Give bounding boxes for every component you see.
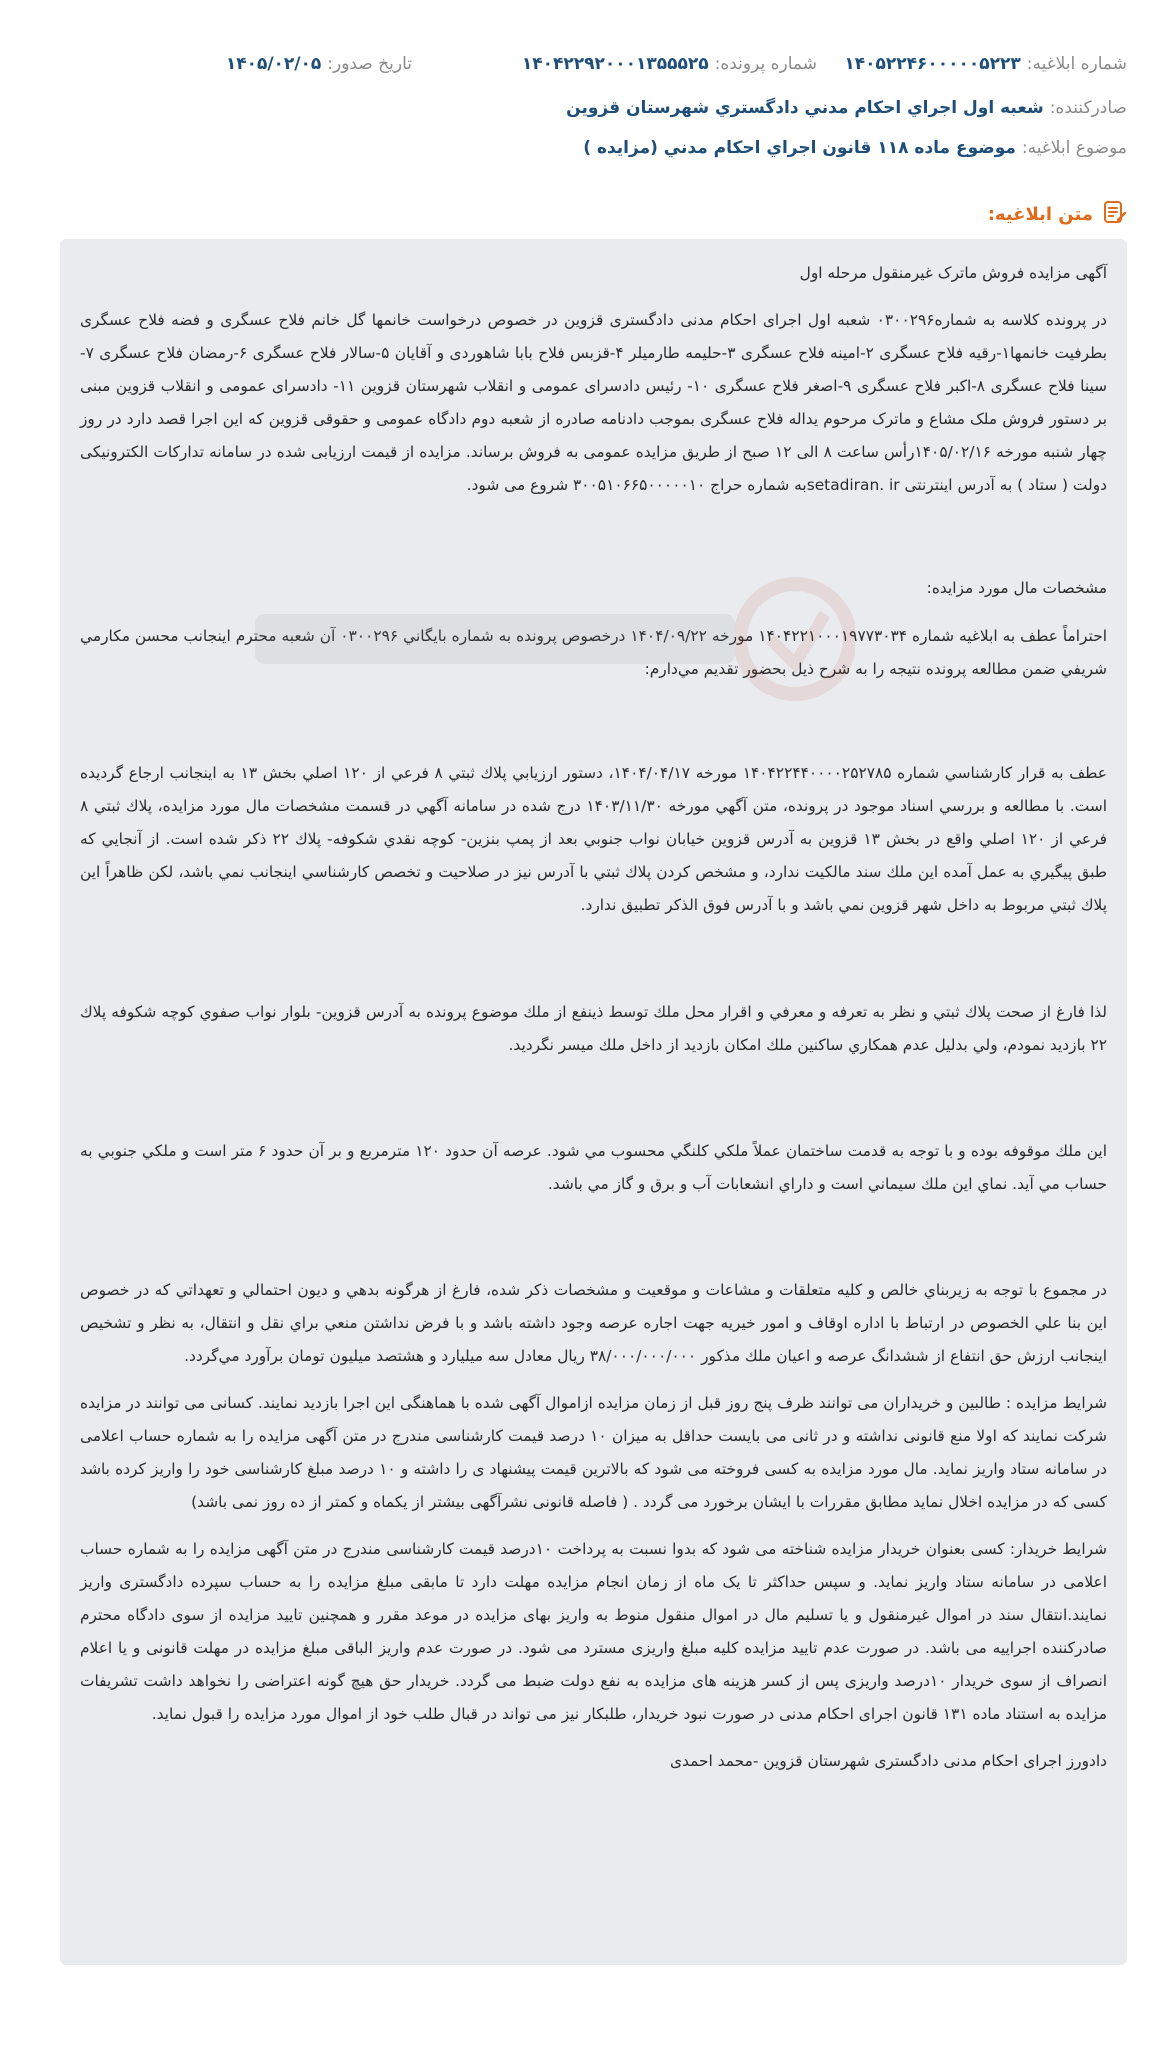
issue-date-label: تاریخ صدور: — [327, 54, 412, 74]
notice-code-value: ۱۴۰۵۲۲۴۶۰۰۰۰۰۵۲۲۳ — [844, 54, 1021, 74]
subject-value: موضوع ماده ۱۱۸ قانون اجراي احكام مدني (مزايده ) — [583, 138, 1016, 158]
buyer-conditions-paragraph: شرایط خریدار: کسی بعنوان خریدار مزایده شناخته می شود که بدوا نسبت به پرداخت ۱۰درصد قیمت کارشناسی مندرج در متن آگهی مزایده را به شماره حساب اعلامی در سامانه ستاد واریز نماید. و سپس حداکثر تا یک ماه از زمان انجام مزایده مهلت دارد تا مابقی مبلغ مزایده را به حساب سپرده دادگستری واریز نمایند.انتقال سند در اموال غیرمنقول و یا تسلیم مال در اموال منقول منوط به واریز بهای مزایده در موعد مقرر و همچنین تایید مزایده از سوی دادگاه محترم صادرکننده اجراییه می باشد. در صورت عدم تایید مزایده کلیه مبلغ واریزی مسترد می شود. در صورت عدم واریز الباقی مبلغ مزایده در مهلت قانونی و یا اعلام انصراف از سوی خریدار ۱۰درصد واریزی پس از کسر هزینه های مزایده به نفع دولت ضبط می گردد. خریدار حق هیچ گونه اعتراضی را نخواهد داشت تشریفات مزایده به استناد ماده ۱۳۱ قانون اجرای احکام مدنی در صورت نبود خریدار، طلبکار نیز می تواند در قبال طلب خود از اموال مورد مزایده را قبول نماید. — [80, 1540, 1108, 1723]
auction-intro-paragraph: در پرونده کلاسه به شماره۰۳۰۰۲۹۶ شعبه اول اجرای احکام مدنی دادگستری قزوین در خصوص درخواست خانمها گل خانم فلاح عسگری و فضه فلاح عسگری بطرفیت خانمها۱-رقیه فلاح عسگری ۲-امینه فلاح عسگری ۳-حلیمه طارمیلر ۴-قزبس فلاح بابا شاهوردی و آقایان ۵-سالار فلاح عسگری ۶-رمضان فلاح عسگری ۷-سینا فلاح عسگری ۸-اکبر فلاح عسگری ۹-اصغر فلاح عسگری ۱۰- رئیس دادسرای عمومی و انقلاب شهرستان قزوین ۱۱- دادسرای عمومی و انقلاب قزوین مبنی بر دستور فروش ملک مشاع و ماترک مرحوم یداله فلاح عسگری بموجب دادنامه صادره از شعبه دوم دادگاه عمومی و حقوقی قزوین که این اجرا قصد دارد در روز چهار شنبه مورخه ۱۴۰۵/۰۲/۱۶رأس ساعت ۸ الی ۱۲ صبح از طریق مزایده عمومی به فروش برساند. مزایده از قیمت ارزیابی شده در سامانه تدارکات الکترونیکی دولت ( ستاد ) به آدرس اینترنتی setadiran. irبه شماره حراج ۳۰۰۵۱۰۶۶۵۰۰۰۰۰۱۰ شروع می شود. — [80, 311, 1108, 494]
meta-row-issuer — [60, 98, 1127, 118]
case-number-value: ۱۴۰۴۲۲۹۲۰۰۰۱۳۵۵۵۲۵ — [521, 54, 709, 74]
subject-label: موضوع ابلاغیه: — [1021, 138, 1127, 158]
notice-code-label: شماره ابلاغیه: — [1026, 54, 1127, 74]
property-specs-heading: مشخصات مال مورد مزایده: — [926, 579, 1107, 597]
issue-date-value: ۱۴۰۵/۰۲/۰۵ — [225, 54, 322, 74]
meta-row-subject — [60, 138, 1127, 158]
issue-date — [60, 54, 412, 74]
document-icon — [1101, 199, 1127, 229]
issuer — [566, 98, 1127, 118]
notice-code — [817, 54, 1127, 74]
notice-text-heading — [988, 199, 1127, 229]
subject — [583, 138, 1127, 158]
visit-paragraph: لذا فارغ از صحت پلاك ثبتي و نظر به تعرفه و معرفي و اقرار محل ملك توسط ذينفع از ملك موضوع پرونده به آدرس قزوين- بلوار نواب صفوي كوچه شكوفه پلاك ۲۲ بازديد نمودم، ولي بدليل عدم همكاري ساكنين ملك امكان بازديد از داخل ملك ميسر نگرديد. — [80, 1003, 1107, 1054]
meta-row-ids — [60, 54, 1127, 74]
property-description-paragraph: اين ملك موقوفه بوده و با توجه به قدمت ساختمان عملاً ملكي كلنگي محسوب مي شود. عرصه آن حدود ۱۲۰ مترمربع و بر آن حدود ۶ متر است و ملكي جنوبي به حساب مي آيد. نماي اين ملك سيماني است و داراي انشعابات آب و برق و گاز مي باشد. — [80, 1142, 1107, 1193]
issuer-label: صادرکننده: — [1049, 98, 1127, 118]
expert-intro-paragraph: احتراماً عطف به ابلاغیه شماره ۱۴۰۴۲۲۱۰۰۰۱۹۷۷۳۰۳۴ مورخه ۱۴۰۴/۰۹/۲۲ درخصوص پرونده به شماره بایگاني ۰۳۰۰۲۹۶ آن شعبه محترم اينجانب محسن مكارمي شريفي ضمن مطالعه پرونده نتيجه را به شرح ذيل بحضور تقديم مي‌دارم: — [80, 627, 1107, 678]
notice-text-title: متن ابلاغیه: — [987, 203, 1093, 225]
auction-title: آگهی مزایده فروش ماترک غیرمنقول مرحله اول — [799, 264, 1107, 282]
valuation-paragraph: در مجموع با توجه به زيربناي خالص و كليه متعلقات و مشاعات و موقعيت و مشخصات ذكر شده، فارغ از هرگونه بدهي و ديون احتمالي و تعهداتي كه در خصوص اين بنا علي الخصوص در ارتباط با اداره اوقاف و امور خيريه جهت اجاره عرصه وجود داشته باشد و با فرض نداشتن منعي براي نقل و انتقال، به نظر و تشخيص اينجانب ارزش حق انتفاع از ششدانگ عرصه و اعيان ملك مذكور ۳۸/۰۰۰/۰۰۰/۰۰۰ ريال معادل سه ميليارد و هشتصد ميليون تومان برآورد مي‌گردد. — [80, 1281, 1107, 1365]
case-number-label: شماره پرونده: — [714, 54, 817, 74]
issuer-value: شعبه اول اجراي احكام مدني دادگستري شهرستان قزوين — [566, 98, 1044, 118]
expert-order-paragraph: عطف به قرار كارشناسي شماره ۱۴۰۴۲۲۴۴۰۰۰۰۲۵۲۷۸۵ مورخه ۱۴۰۴/۰۴/۱۷، دستور ارزيابي پلاك ثبتي ۸ فرعي از ۱۲۰ اصلي بخش ۱۳ به اينجانب ارجاع گرديده است. با مطالعه و بررسي اسناد موجود در پرونده، متن آگهي مورخه ۱۴۰۳/۱۱/۳۰ درج شده در سامانه آگهي در قسمت مشخصات مال مورد مزايده، پلاك ثبتي ۸ فرعي از ۱۲۰ اصلي واقع در بخش ۱۳ قزوين به آدرس قزوين خيابان نواب جنوبي بعد از پمپ بنزين- كوچه نقدي شكوفه- پلاك ۲۲ ذكر شده است. از آنجايي كه طبق پيگيري به عمل آمده اين ملك سند مالكيت ندارد، و مشخص كردن پلاك ثبتي با آدرس نيز در صلاحيت و تخصص كارشناسي اينجانب نمي باشد، لكن ظاهراً اين پلاك ثبتي مربوط به داخل شهر قزوين نمي باشد و با آدرس فوق الذكر تطبيق ندارد. — [80, 764, 1107, 914]
case-number — [412, 54, 817, 74]
signature-line: دادورز اجرای احکام مدنی دادگستری شهرستان قزوین -محمد احمدی — [669, 1752, 1107, 1770]
notice-body — [60, 239, 1127, 1965]
auction-conditions-paragraph: شرایط مزایده : طالبین و خریداران می توانند ظرف پنج روز قبل از زمان مزایده ازاموال آگهی شده با هماهنگی این اجرا بازدید نمایند. کسانی می توانند در مزایده شرکت نمایند که اولا منع قانونی نداشته و در ثانی می بایست حداقل به میزان ۱۰ درصد قیمت کارشناسی مندرج در متن آگهی مزایده را به شماره حساب اعلامی در سامانه ستاد واریز نماید. مال مورد مزایده به کسی فروخته می شود که بالاترین قیمت پیشنهاد ی را داشته و ۱۰ درصد مبلغ کارشناسی خود را واریز کرده باشد کسی که در مزایده اخلال نماید مطابق مقررات با ایشان برخورد می گردد . ( فاصله قانونی نشرآگهی بیشتر از یکماه و کمتر از ده روز نمی باشد) — [80, 1394, 1107, 1511]
